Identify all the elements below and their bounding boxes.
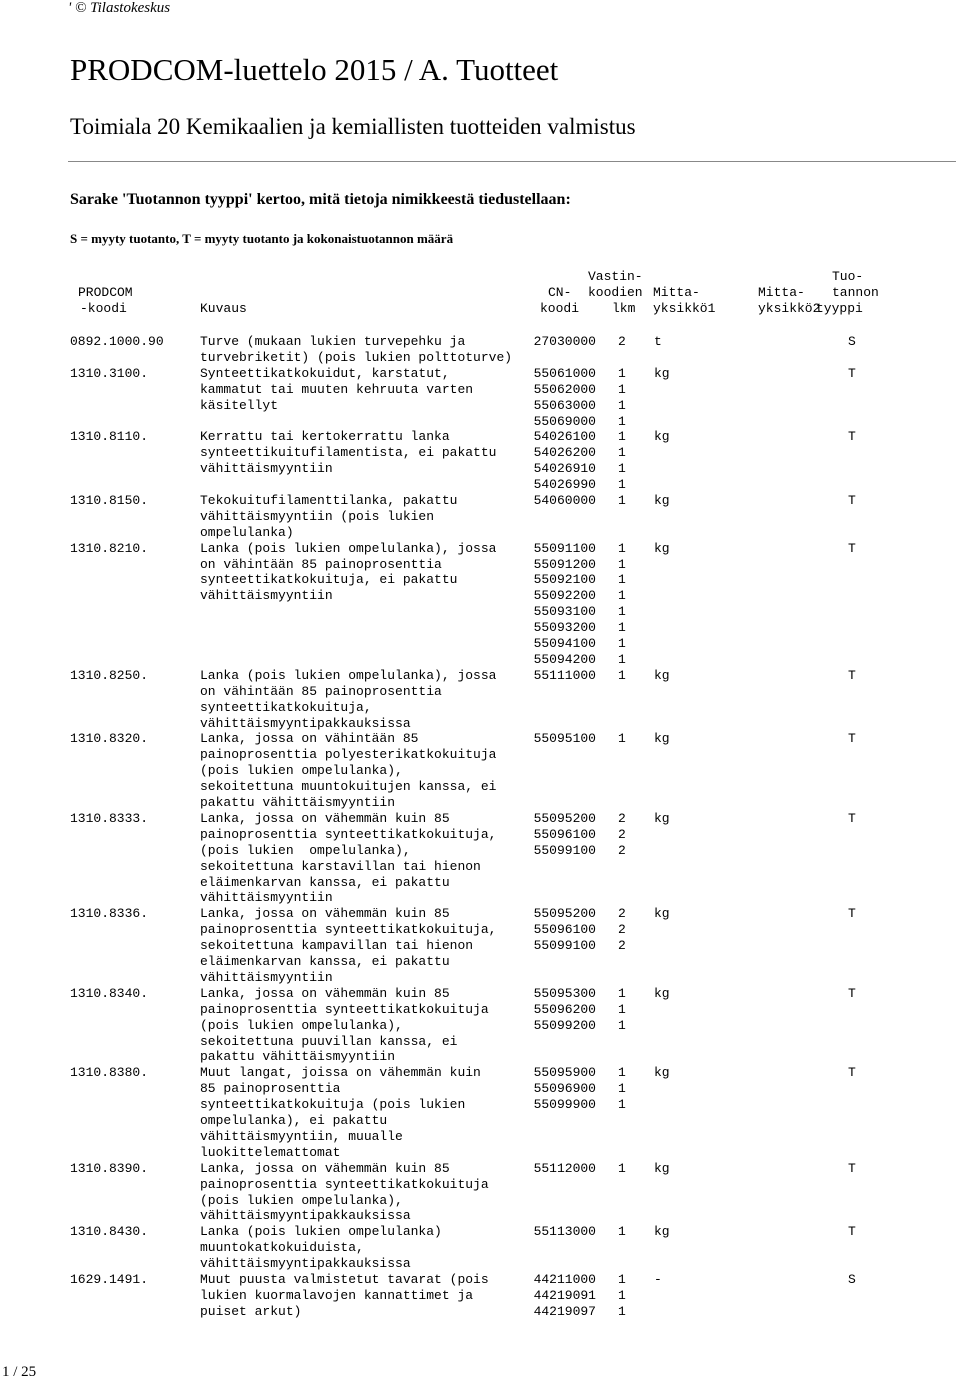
table-row xyxy=(70,811,900,906)
cn-codes: 55095200 55096100 55099100 xyxy=(533,906,596,954)
unit-1: - xyxy=(654,1272,662,1288)
production-type: T xyxy=(848,429,856,445)
prodcom-code: 1310.8333. xyxy=(70,810,149,826)
product-description: Kerrattu tai kertokerrattu lanka synteettikuitufilamentista, ei pakattu vähittäismyyntiin xyxy=(200,429,497,477)
prodcom-code: 1310.8210. xyxy=(70,540,149,556)
column-note: Sarake 'Tuotannon tyyppi' kertoo, mitä tietoja nimikkeestä tiedustellaan: xyxy=(70,191,571,208)
prodcom-code: 1310.8380. xyxy=(70,1065,149,1081)
product-description: Synteettikatkokuidut, karstatut, kammatut tai muuten kehruuta varten käsitellyt xyxy=(200,365,474,413)
product-description: Muut langat, joissa on vähemmän kuin 85 painoprosenttia synteettikatkokuituja (pois lukien ompelulanka), ei pakattu vähittäismyyntiin, muualle luokittelemattomat xyxy=(200,1065,481,1160)
header-prodcom-1: PRODCOM xyxy=(78,285,133,300)
table-row xyxy=(70,731,900,811)
product-description: Lanka, jossa on vähemmän kuin 85 painoprosenttia synteettikatkokuituja (pois lukien ompelulanka), vähittäismyyntipakkauksissa xyxy=(200,1160,489,1224)
cn-codes: 27030000 xyxy=(533,334,596,349)
equivalent-count: 1 xyxy=(618,1224,626,1240)
production-type: T xyxy=(848,667,856,683)
cn-codes: 55113000 xyxy=(533,1224,596,1240)
page-title: PRODCOM-luettelo 2015 / A. Tuotteet xyxy=(70,52,559,87)
cn-codes: 55095200 55096100 55099100 xyxy=(533,810,596,858)
product-description: Lanka, jossa on vähemmän kuin 85 painoprosenttia synteettikatkokuituja, (pois lukien ompelulanka), sekoitettuna karstavillan tai hienon eläimenkarvan kanssa, ei pakattu vähittäismyyntiin xyxy=(200,810,497,906)
header-type-2: tannon xyxy=(832,285,879,300)
header-lkm-1: Vastin- xyxy=(588,269,643,284)
equivalent-count: 1 1 1 1 xyxy=(618,365,626,429)
cn-codes: 54026100 54026200 54026910 54026990 xyxy=(533,429,596,493)
copyright-notice: ' © Tilastokeskus xyxy=(68,0,171,16)
cn-codes: 44211000 44219091 44219097 xyxy=(533,1272,596,1319)
table-row xyxy=(70,1161,900,1225)
header-unit1-1: Mitta- xyxy=(653,285,700,300)
equivalent-count: 1 1 1 xyxy=(618,1065,626,1113)
unit-1: kg xyxy=(654,1224,670,1240)
table-row xyxy=(70,1224,900,1272)
production-type: S xyxy=(848,1272,856,1288)
product-description: Lanka, jossa on vähintään 85 painoprosenttia polyesterikatkokuituja (pois lukien ompelulanka), sekoitettuna muuntokuitujen kanssa, ei pakattu vähittäismyyntiin xyxy=(200,731,497,811)
table-row xyxy=(70,366,900,430)
equivalent-count: 2 xyxy=(618,334,626,349)
header-kuvaus: Kuvaus xyxy=(200,301,247,316)
table-row xyxy=(70,541,900,668)
unit-1: kg xyxy=(654,985,670,1001)
type-legend: S = myyty tuotanto, T = myyty tuotanto ja kokonaistuotannon määrä xyxy=(70,231,454,246)
equivalent-count: 1 xyxy=(618,731,626,747)
product-description: Lanka, jossa on vähemmän kuin 85 painoprosenttia synteettikatkokuituja, sekoitettuna kampavillan tai hienon eläimenkarvan kanssa, ei pakattu vähittäismyyntiin xyxy=(200,906,497,985)
prodcom-code: 1310.8250. xyxy=(70,667,149,683)
product-description: Tekokuitufilamenttilanka, pakattu vähittäismyyntiin (pois lukien ompelulanka) xyxy=(200,492,458,540)
header-lkm-2: koodien xyxy=(588,285,643,300)
product-description: Lanka, jossa on vähemmän kuin 85 painoprosenttia synteettikatkokuituja (pois lukien ompelulanka), sekoitettuna puuvillan kanssa, ei pakattu vähittäismyyntiin xyxy=(200,985,489,1065)
cn-codes: 54060000 xyxy=(533,492,596,508)
product-description: Lanka (pois lukien ompelulanka) muuntokatkokuiduista, vähittäismyyntipakkauksissa xyxy=(200,1224,442,1272)
unit-1: kg xyxy=(654,492,670,508)
equivalent-count: 1 xyxy=(618,667,626,683)
header-prodcom-2: -koodi xyxy=(80,301,127,316)
equivalent-count: 1 1 1 1 xyxy=(618,429,626,493)
unit-1: t xyxy=(654,334,662,349)
table-row xyxy=(70,429,900,493)
production-type: T xyxy=(848,540,856,556)
production-type: T xyxy=(848,985,856,1001)
table-row xyxy=(70,986,900,1066)
table-header xyxy=(70,268,890,316)
production-type: T xyxy=(848,906,856,922)
header-unit1-2: yksikkö1 xyxy=(653,301,716,316)
equivalent-count: 2 2 2 xyxy=(618,810,626,858)
production-type: T xyxy=(848,731,856,747)
cn-codes: 55061000 55062000 55063000 55069000 xyxy=(533,365,596,429)
table-row xyxy=(70,668,900,732)
header-cn-1: CN- xyxy=(548,285,572,300)
production-type: T xyxy=(848,492,856,508)
product-table xyxy=(70,334,900,1320)
equivalent-count: 2 2 2 xyxy=(618,906,626,954)
cn-codes: 55112000 xyxy=(533,1160,596,1176)
table-row xyxy=(70,906,900,986)
table-row xyxy=(70,334,900,366)
production-type: T xyxy=(848,1224,856,1240)
unit-1: kg xyxy=(654,429,670,445)
equivalent-count: 1 1 1 xyxy=(618,985,626,1033)
page-subtitle: Toimiala 20 Kemikaalien ja kemiallisten tuotteiden valmistus xyxy=(70,114,636,139)
page-number: 1 / 25 xyxy=(2,1364,37,1380)
production-type: T xyxy=(848,1065,856,1081)
unit-1: kg xyxy=(654,906,670,922)
equivalent-count: 1 1 1 xyxy=(618,1272,626,1319)
cn-codes: 55095300 55096200 55099200 xyxy=(533,985,596,1033)
product-description: Lanka (pois lukien ompelulanka), jossa on vähintään 85 painoprosenttia synteettikatkokuituja, vähittäismyyntipakkauksissa xyxy=(200,667,497,731)
production-type: T xyxy=(848,365,856,381)
product-description: Lanka (pois lukien ompelulanka), jossa on vähintään 85 painoprosenttia synteettikatkokuituja, ei pakattu vähittäismyyntiin xyxy=(200,540,497,604)
equivalent-count: 1 xyxy=(618,1160,626,1176)
cn-codes: 55111000 xyxy=(533,667,596,683)
prodcom-code: 0892.1000.90 xyxy=(70,334,164,349)
table-row xyxy=(70,1272,900,1320)
product-description: Turve (mukaan lukien turvepehku ja turvebriketit) (pois lukien polttoturve) xyxy=(200,334,513,365)
unit-1: kg xyxy=(654,731,670,747)
unit-1: kg xyxy=(654,810,670,826)
equivalent-count: 1 xyxy=(618,492,626,508)
header-unit2-1: Mitta- xyxy=(758,285,805,300)
unit-1: kg xyxy=(654,1160,670,1176)
prodcom-code: 1310.8320. xyxy=(70,731,149,747)
cn-codes: 55095100 xyxy=(533,731,596,747)
prodcom-code: 1310.8150. xyxy=(70,492,149,508)
unit-1: kg xyxy=(654,667,670,683)
unit-1: kg xyxy=(654,1065,670,1081)
product-description: Muut puusta valmistetut tavarat (pois lukien kuormalavojen kannattimet ja puiset arkut) xyxy=(200,1272,489,1319)
table-row xyxy=(70,493,900,541)
prodcom-code: 1310.8390. xyxy=(70,1160,149,1176)
production-type: S xyxy=(848,334,856,349)
cn-codes: 55091100 55091200 55092100 55092200 55093100 55093200 55094100 55094200 xyxy=(533,540,596,668)
prodcom-code: 1310.3100. xyxy=(70,365,149,381)
header-unit2-2: yksikkö2 xyxy=(758,301,821,316)
production-type: T xyxy=(848,1160,856,1176)
equivalent-count: 1 1 1 1 1 1 1 1 xyxy=(618,540,626,668)
divider xyxy=(68,161,956,162)
header-cn-2: koodi xyxy=(540,301,580,316)
prodcom-code: 1629.1491. xyxy=(70,1272,149,1288)
production-type: T xyxy=(848,810,856,826)
header-type-1: Tuo- xyxy=(832,269,864,284)
prodcom-code: 1310.8430. xyxy=(70,1224,149,1240)
prodcom-code: 1310.8336. xyxy=(70,906,149,922)
unit-1: kg xyxy=(654,365,670,381)
header-type-3: tyyppi xyxy=(816,301,863,316)
header-lkm-3: lkm xyxy=(612,301,636,316)
cn-codes: 55095900 55096900 55099900 xyxy=(533,1065,596,1113)
prodcom-code: 1310.8110. xyxy=(70,429,149,445)
unit-1: kg xyxy=(654,540,670,556)
table-row xyxy=(70,1065,900,1160)
prodcom-code: 1310.8340. xyxy=(70,985,149,1001)
